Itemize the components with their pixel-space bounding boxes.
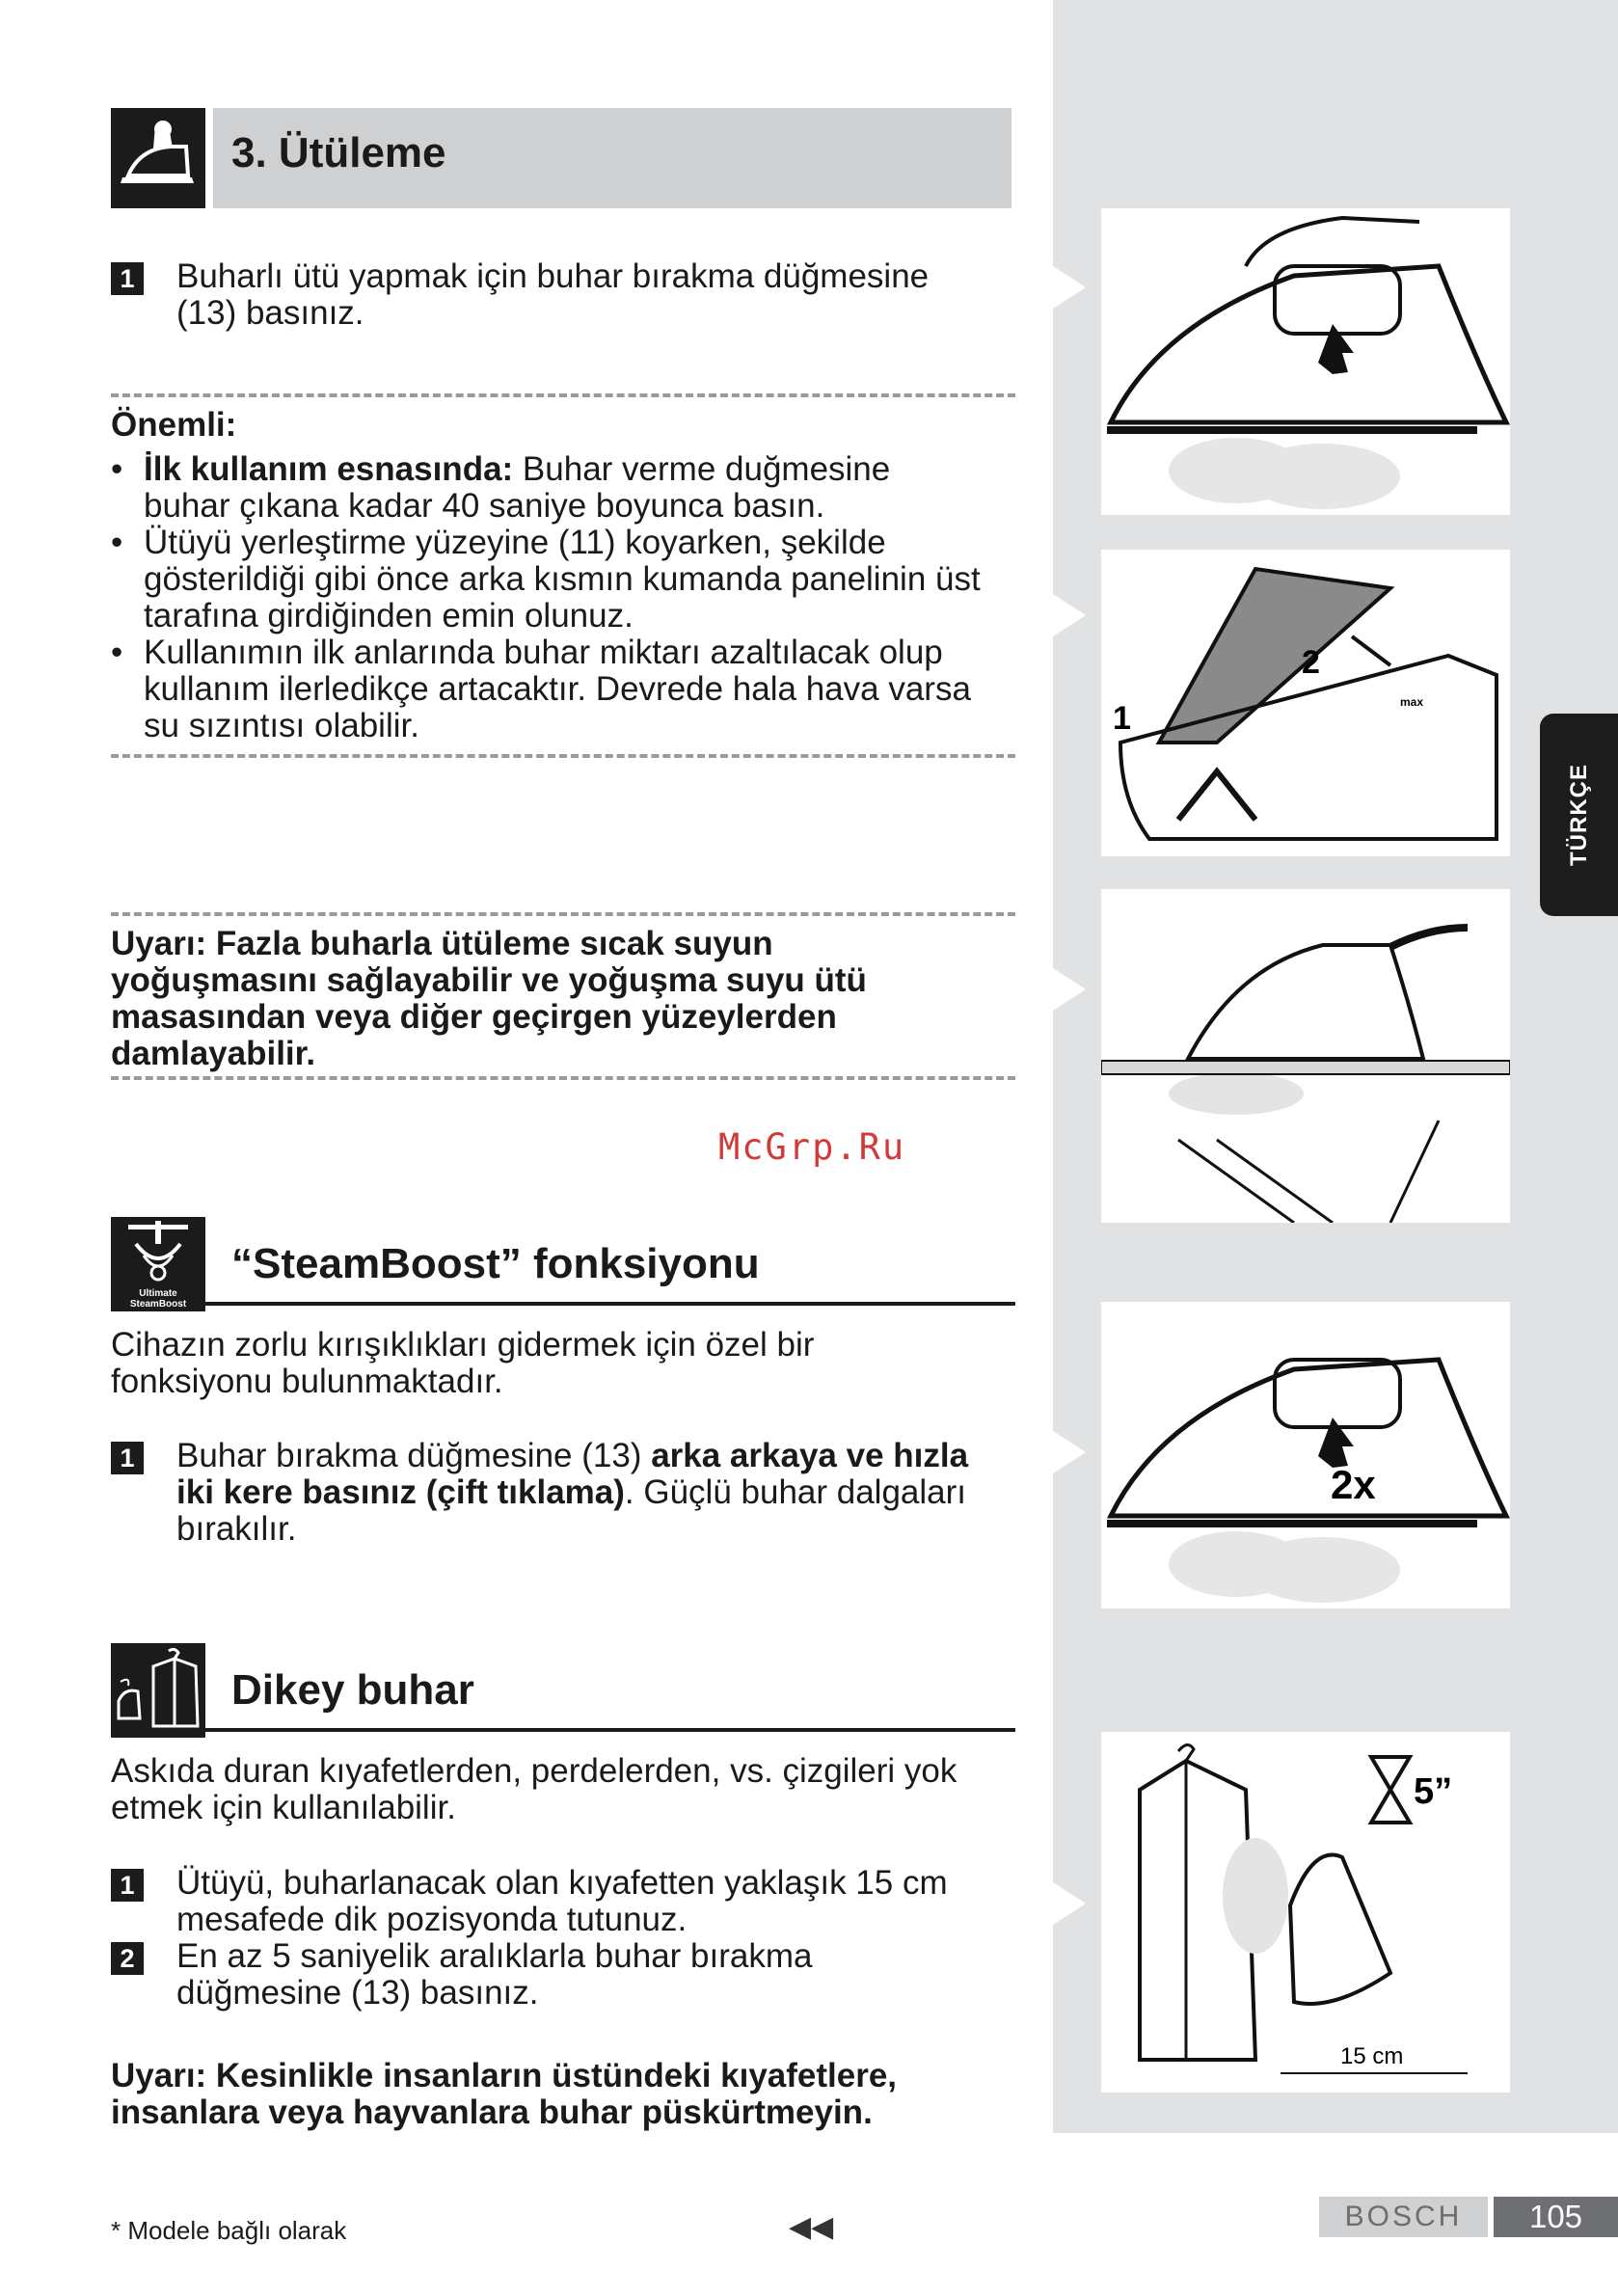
- note-heading: Önemli:: [111, 406, 237, 444]
- footnote: * Modele bağlı olarak: [111, 2216, 347, 2245]
- text: gösterildiği gibi önce arka kısmın kumanda panelinin üst: [144, 560, 981, 598]
- figure-label: 2: [1302, 644, 1320, 681]
- vertical-steam-icon: [111, 1643, 205, 1738]
- step-line: (13) basınız.: [176, 294, 364, 332]
- divider: [111, 1076, 1015, 1080]
- text: etmek için kullanılabilir.: [111, 1789, 456, 1826]
- figure-label: 5”: [1414, 1771, 1453, 1812]
- step-text: [176, 258, 929, 332]
- bullet: •: [111, 524, 123, 561]
- bullet: •: [111, 450, 123, 488]
- figure-vertical-steam: [1101, 1732, 1510, 2093]
- icon-caption: SteamBoost: [129, 1299, 187, 1310]
- text: tarafına girdiğinden emin olunuz.: [144, 597, 634, 635]
- important-note: [111, 407, 1027, 744]
- warning-text: [111, 2058, 897, 2131]
- figure-label: max: [1400, 695, 1424, 709]
- figure-pointer: [1053, 594, 1086, 636]
- step-number: 2: [111, 1942, 144, 1975]
- divider: [111, 912, 1015, 916]
- page-number: 105: [1494, 2197, 1618, 2237]
- text: Kullanımın ilk anlarında buhar miktarı azaltılacak olup: [144, 634, 943, 671]
- ironing-icon: [111, 108, 205, 208]
- nav-back-icon[interactable]: ◀◀: [789, 2211, 834, 2243]
- bold-text: İlk kullanım esnasında:: [144, 450, 514, 488]
- section-title: “SteamBoost” fonksiyonu: [231, 1240, 760, 1287]
- figure-steamboost: [1101, 1302, 1510, 1608]
- text: düğmesine (13) basınız.: [176, 1974, 539, 2012]
- steamboost-icon: [111, 1217, 205, 1311]
- section-underline: [205, 1302, 1015, 1306]
- text: kullanım ilerledikçe artacaktır. Devrede hala hava varsa: [144, 670, 971, 708]
- icon-caption: Ultimate: [139, 1288, 177, 1299]
- step-number: 1: [111, 1869, 144, 1902]
- figure-ironing-board: [1101, 889, 1510, 1223]
- text: Cihazın zorlu kırışıklıkları gidermek için özel bir: [111, 1326, 815, 1364]
- text: Uyarı: Fazla buharla ütüleme sıcak suyun: [111, 925, 773, 962]
- text: damlayabilir.: [111, 1035, 316, 1072]
- text: bırakılır.: [176, 1510, 297, 1548]
- list-item: [111, 635, 1027, 744]
- list-item: [111, 525, 1027, 635]
- figure-label: 15 cm: [1340, 2043, 1404, 2069]
- text: fonksiyonu bulunmaktadır.: [111, 1363, 503, 1400]
- section-title: Dikey buhar: [231, 1666, 474, 1714]
- divider: [111, 754, 1015, 758]
- list-item: [111, 451, 1027, 525]
- watermark: McGrp.Ru: [718, 1126, 906, 1168]
- language-tab-label: TÜRKÇE: [1565, 764, 1592, 866]
- section-intro: [111, 1753, 957, 1826]
- text: masasından veya diğer geçirgen yüzeylerden: [111, 998, 837, 1036]
- figure-pointer: [1053, 968, 1086, 1011]
- brand-label: BOSCH: [1319, 2197, 1488, 2237]
- bold-text: iki kere basınız (çift tıklama): [176, 1473, 625, 1511]
- language-tab[interactable]: [1540, 714, 1618, 916]
- text: buhar çıkana kadar 40 saniye boyunca basın.: [144, 487, 825, 525]
- text: insanlara veya hayvanlara buhar püskürtmeyin.: [111, 2093, 873, 2131]
- text: Buhar verme duğmesine: [513, 450, 891, 488]
- text: Ütüyü yerleştirme yüzeyine (11) koyarken, şekilde: [144, 524, 886, 561]
- text: . Güçlü buhar dalgaları: [624, 1473, 967, 1511]
- text: Uyarı: Kesinlikle insanların üstündeki kıyafetlere,: [111, 2057, 898, 2094]
- figure-label: 2x: [1331, 1462, 1376, 1507]
- text: yoğuşmasını sağlayabilir ve yoğuşma suyu ütü: [111, 961, 867, 999]
- step-text: [176, 1865, 948, 1938]
- step-text: [176, 1438, 1025, 1548]
- section-underline: [205, 1728, 1015, 1732]
- text: mesafede dik pozisyonda tutunuz.: [176, 1901, 688, 1938]
- section-intro: [111, 1327, 814, 1400]
- text: En az 5 saniyelik aralıklarla buhar bırakma: [176, 1937, 813, 1975]
- figure-pointer: [1053, 1431, 1086, 1473]
- step-text: [176, 1938, 812, 2012]
- step-number: 1: [111, 1442, 144, 1474]
- divider: [111, 393, 1015, 397]
- bullet: •: [111, 634, 123, 671]
- figure-pointer: [1053, 266, 1086, 309]
- text: Ütüyü, buharlanacak olan kıyafetten yaklaşık 15 cm: [176, 1864, 948, 1902]
- text: su sızıntısı olabilir.: [144, 707, 419, 744]
- figure-steam-button: [1101, 208, 1510, 515]
- bold-text: arka arkaya ve hızla: [651, 1437, 969, 1474]
- figure-iron-placement: [1101, 550, 1510, 856]
- text: Buhar bırakma düğmesine (13): [176, 1437, 652, 1474]
- figure-label: 1: [1113, 700, 1131, 737]
- text: Askıda duran kıyafetlerden, perdelerden, vs. çizgileri yok: [111, 1752, 957, 1790]
- step-number: 1: [111, 262, 144, 295]
- figure-pointer: [1053, 1882, 1086, 1925]
- section-title: 3. Ütüleme: [231, 129, 446, 176]
- warning-text: [111, 926, 867, 1072]
- step-line: Buharlı ütü yapmak için buhar bırakma düğmesine: [176, 257, 930, 295]
